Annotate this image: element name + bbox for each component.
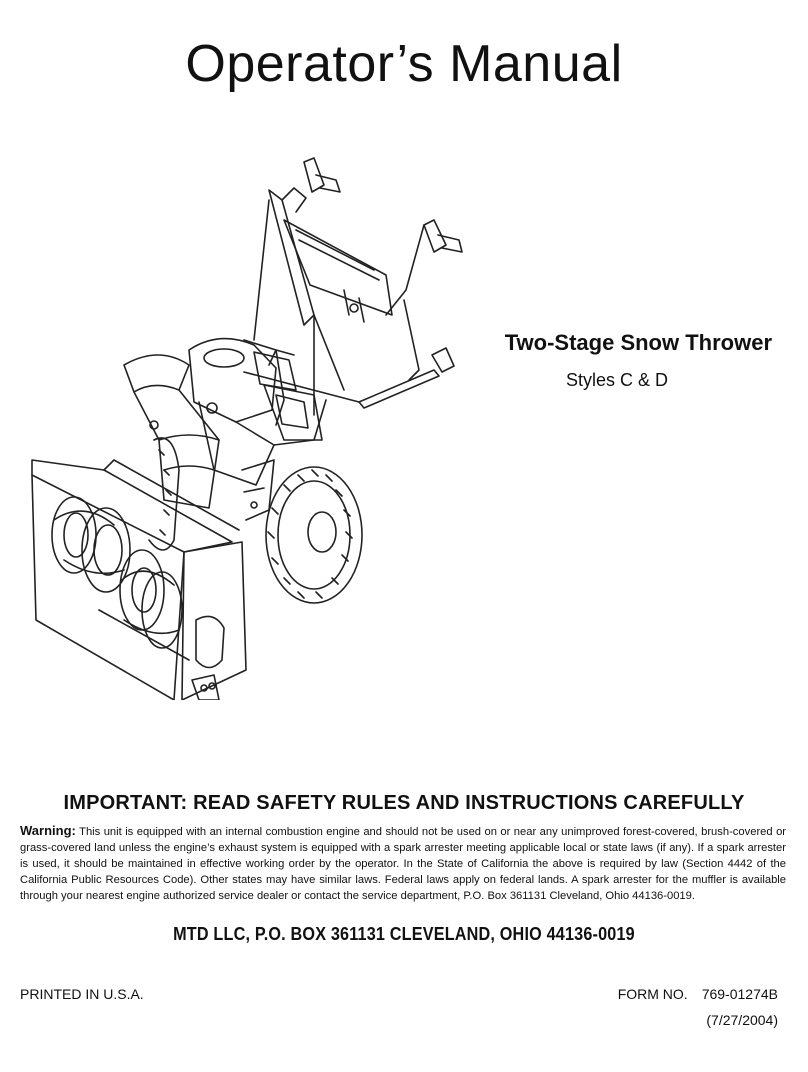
company-address: MTD LLC, P.O. BOX 361131 CLEVELAND, OHIO 44136-0019 xyxy=(173,924,635,944)
handlebar xyxy=(254,158,462,415)
form-date: (7/27/2004) xyxy=(706,1012,778,1028)
important-heading: IMPORTANT: READ SAFETY RULES AND INSTRUCTIONS CAREFULLY xyxy=(63,792,745,814)
product-name: Two-Stage Snow Thrower xyxy=(504,330,772,355)
form-number xyxy=(618,986,778,1002)
printed-in: PRINTED IN U.S.A. xyxy=(20,986,144,1002)
page-title: Operator’s Manual xyxy=(185,35,623,93)
wheel-front xyxy=(266,467,362,603)
warning-text: This unit is equipped with an internal combustion engine and should not be used on or near any unimproved forest-covered, brush-covered or grass-covered land unless the engine’s exhaust system is equipped with a spark arrester meeting applicable local or state laws (if any). If a spark arrester is used, it should be maintained in effective working order by the operator. In the State of California the above is required by law (Section 4442 of the California Public Resources Code). Other states may have similar laws. Federal laws apply on federal lands. A spark arrester for the muffler is available through your nearest engine authorized service dealer or contact the service department, P.O. Box 361131 Cleveland, Ohio 44136-0019. xyxy=(20,826,787,902)
product-styles: Styles C & D xyxy=(566,370,669,390)
engine xyxy=(189,339,326,485)
auger xyxy=(52,497,189,660)
warning-label: Warning: xyxy=(20,823,76,838)
snow-thrower-illustration xyxy=(14,140,494,700)
form-number-value: 769-01274B xyxy=(701,986,778,1002)
auger-housing xyxy=(32,460,246,700)
form-number-label: FORM NO. xyxy=(617,986,688,1002)
warning-paragraph xyxy=(20,823,786,904)
